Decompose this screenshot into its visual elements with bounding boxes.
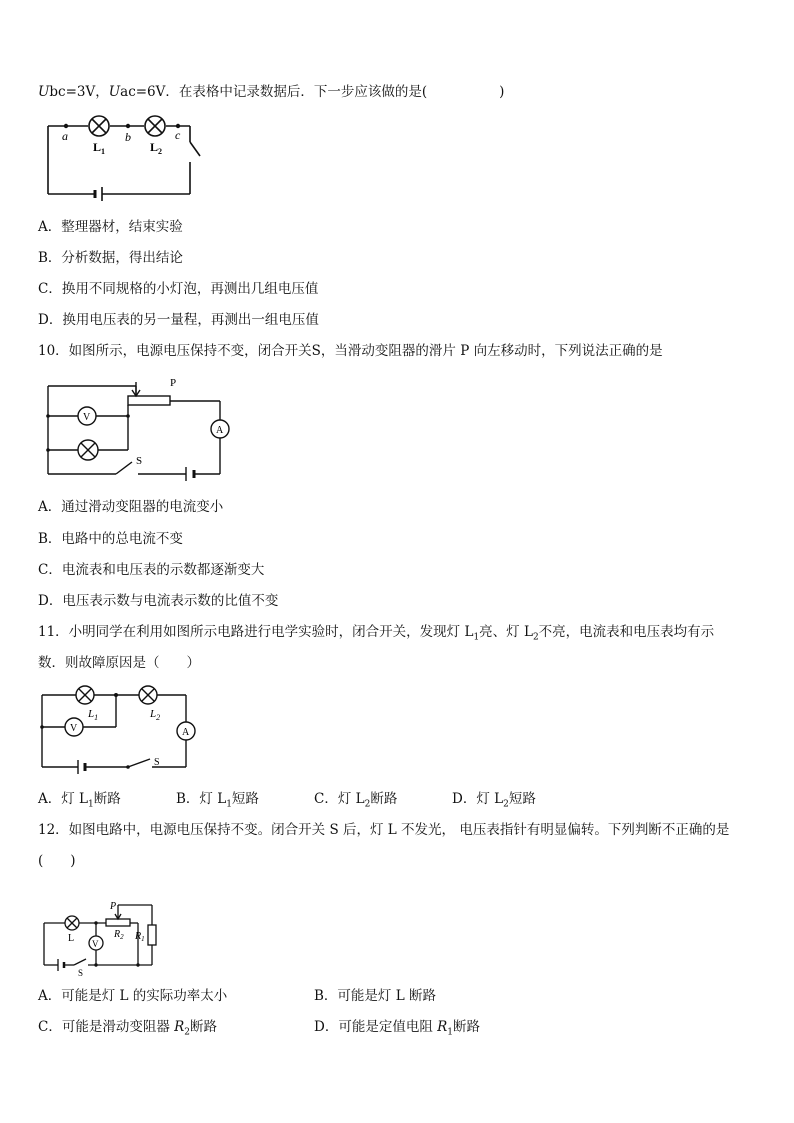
q10-fig-voltmeter-label: V [83, 412, 91, 423]
q12-fig-voltmeter-label: V [92, 939, 99, 949]
q11-circuit-diagram [38, 681, 208, 777]
q10-option-a: A．通过滑动变阻器的电流变小 [38, 499, 224, 515]
q12-fig-label-p: P [110, 901, 117, 912]
q11-fig-ammeter-label: A [182, 727, 190, 738]
q12-option-d: D．可能是定值电阻 $R_1$断路 [314, 1019, 481, 1038]
q10-option-c: C．电流表和电压表的示数都逐渐变大 [38, 562, 265, 578]
q11-fig-switch-label: S [154, 757, 160, 768]
q10-stem: 10．如图所示，电源电压保持不变，闭合开关S，当滑动变阻器的滑片 P 向左移动时，下列说法正确的是 [38, 343, 663, 359]
q9-circuit-diagram [40, 110, 215, 202]
q11-option-d: D．灯 $L_2$短路 [452, 791, 536, 810]
q12-option-b: B．可能是灯 L 断路 [314, 988, 436, 1004]
q9-fig-label-l1: $L_1$ [93, 140, 106, 156]
q12-option-a: A．可能是灯 L 的实际功率太小 [38, 988, 228, 1004]
q12-stem-line2: ( ) [38, 853, 76, 869]
q10-option-d: D．电压表示数与电流表示数的比值不变 [38, 593, 279, 609]
q11-stem-line2: 数．则故障原因是（ ） [38, 655, 200, 671]
q9-option-d: D．换用电压表的另一量程，再测出一组电压值 [38, 312, 319, 328]
q9-fig-label-c: c [175, 128, 181, 142]
q10-fig-ammeter-label: A [216, 425, 224, 436]
q9-stem: Ubc=3V，Uac=6V．在表格中记录数据后．下一步应该做的是( ) [38, 84, 505, 100]
q12-stem: 12．如图电路中，电源电压保持不变。闭合开关 S 后，灯 L 不发光， 电压表指针有明显偏转。下列判断不正确的是 [38, 822, 730, 838]
q9-option-c: C．换用不同规格的小灯泡，再测出几组电压值 [38, 281, 319, 297]
q12-option-c: C．可能是滑动变阻器 $R_2$断路 [38, 1019, 218, 1038]
q12-fig-switch-label: S [78, 968, 84, 977]
q12-fig-label-r2: $R_2$ [114, 929, 124, 941]
q11-option-a: A．灯 $L_1$断路 [38, 791, 121, 810]
q12-fig-label-l: L [68, 933, 75, 944]
q9-option-b: B．分析数据，得出结论 [38, 250, 183, 266]
q11-fig-voltmeter-label: V [70, 723, 78, 734]
q10-fig-label-p: P [170, 377, 177, 389]
q9-fig-label-l2: $L_2$ [150, 140, 163, 156]
q10-fig-switch-label: S [136, 455, 143, 467]
q10-option-b: B．电路中的总电流不变 [38, 531, 183, 547]
q11-option-c: C．灯 $L_2$断路 [314, 791, 398, 810]
q9-fig-label-b: b [125, 130, 131, 144]
q12-fig-label-r1: $R_1$ [135, 931, 145, 943]
q11-fig-label-l2: $L_2$ [150, 708, 161, 722]
q11-stem-line1: 11．小明同学在利用如图所示电路进行电学实验时，闭合开关，发现灯 $L_1$亮、灯 $L_2$不亮，电流表和电压表均有示 [38, 624, 715, 643]
q9-fig-label-a: a [62, 129, 68, 143]
q11-option-b: B．灯 $L_1$短路 [176, 791, 259, 810]
q9-option-a: A．整理器材，结束实验 [38, 219, 183, 235]
q10-circuit-diagram [40, 374, 240, 482]
q11-fig-label-l1: $L_1$ [88, 708, 99, 722]
q12-circuit-diagram [40, 893, 165, 977]
